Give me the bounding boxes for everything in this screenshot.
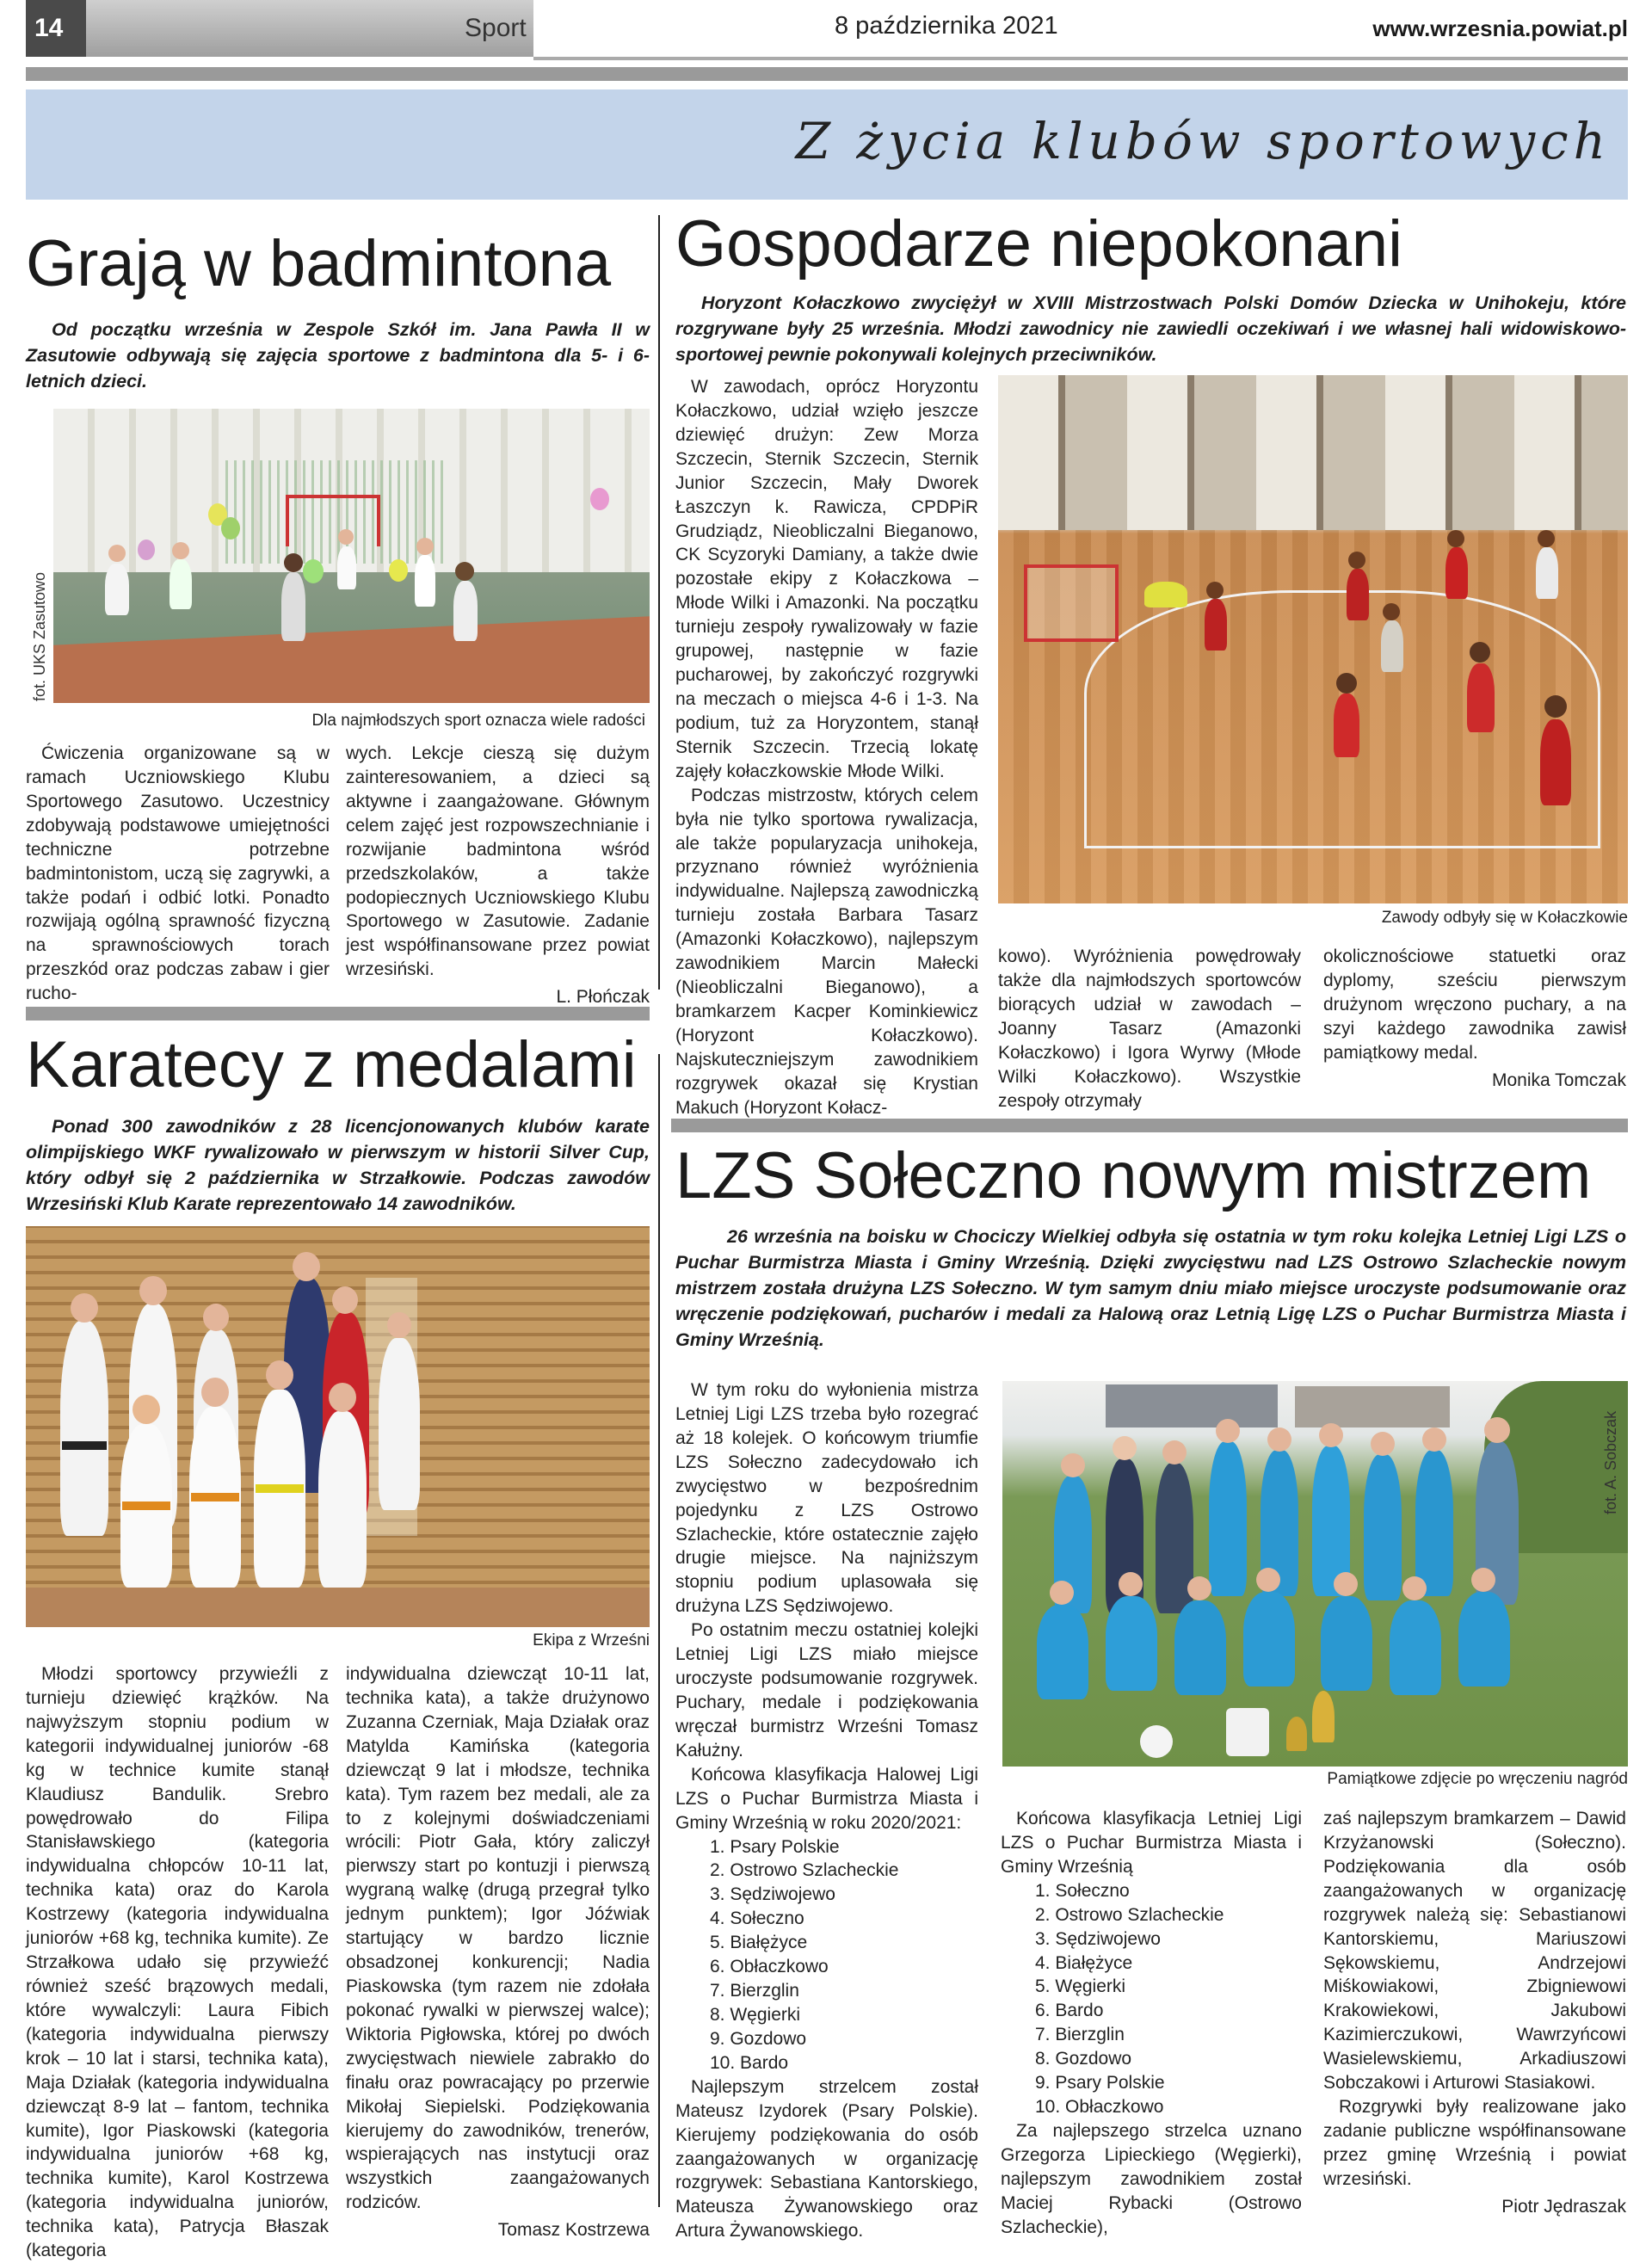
issue-date: 8 października 2021 xyxy=(835,12,1058,40)
list-item: 5. Białężyce xyxy=(710,1933,808,1953)
badminton-photo xyxy=(53,409,650,703)
list-item: 9. Psary Polskie xyxy=(1035,2073,1165,2093)
list-item: 3. Sędziwojewo xyxy=(1035,1928,1161,1949)
body-text: okolicznościowe statuetki oraz dyplomy, sześciu pierwszym drużynom wręczono puchary, a na szyi każdego zawodnika zawisł pamiątkowy medal. xyxy=(1323,947,1626,1063)
section-banner xyxy=(26,89,1628,200)
list-item: 8. Gozdowo xyxy=(1035,2049,1132,2069)
lead: Od początku września w Zespole Szkół im. Jana Pawła II w Zasutowie odbywają się zajęcia sportowe z badmintona dla 5- i 6-letnich dzieci. xyxy=(26,319,650,392)
lead: Ponad 300 zawodników z 28 licencjonowanych klubów karate olimpijskiego WKF rywalizowało w pierwszym w historii Silver Cup, który odbył się 2 października w Strzałkowie. Podczas zawodów Wrzesiński Klub Karate reprezentowało 14 zawodników. xyxy=(26,1116,650,1215)
list-item: 1. Psary Polskie xyxy=(710,1836,840,1857)
column-divider xyxy=(658,215,660,990)
list-item: 1. Sołeczno xyxy=(1035,1880,1130,1901)
body-column-3 xyxy=(1323,1807,1626,2219)
body-column-2 xyxy=(1001,1807,1302,2240)
author: Monika Tomczak xyxy=(1491,1070,1626,1090)
list-item: 9. Gozdowo xyxy=(710,2028,807,2049)
photo-caption: Pamiątkowe zdjęcie po wręczeniu nagród xyxy=(1327,1770,1628,1788)
column-divider xyxy=(658,1054,660,2207)
summer-league-ranking xyxy=(1001,1879,1302,2119)
karate-team-photo xyxy=(26,1226,650,1627)
section-divider xyxy=(671,1119,1628,1132)
headline: LZS Sołeczno nowym mistrzem xyxy=(675,1139,1592,1212)
list-item: 6. Obłaczkowo xyxy=(710,1957,829,1977)
section-label: Sport xyxy=(86,0,533,57)
hall-league-ranking xyxy=(675,1835,978,2075)
list-item: 5. Węgierki xyxy=(1035,1976,1126,1997)
body-column-2 xyxy=(346,742,650,1009)
site-url[interactable]: www.wrzesnia.powiat.pl xyxy=(1372,15,1628,41)
list-item: 3. Sędziwojewo xyxy=(710,1884,835,1905)
list-item: 10. Obłaczkowo xyxy=(1035,2097,1164,2118)
body-text: indywidualna dziewcząt 10-11 lat, technika kata), a także drużynowo Zuzanna Czerniak, Maja Działak oraz Matylda Kamińska (kategoria dziewcząt 9 lat i młodsze, technika kata). Tym razem bez medali, ale za to z kolejnymi doświadczeniami wrócili: Piotr Gała, który zaliczył pierwszy start po kontuzji i pierwszą wygraną walkę (drugą przegrał tylko jednym punktem); Igor Jóźwiak startujący w bardzo licznie obsadzonej konkurencji; Nadia Piaskowska (tym razem nie zdołała pokonać rywalki w pierwszej walce); Wiktoria Pigłowska, której po dwóch zwycięstwach niewiele zabrakło do finału oraz powracający po przerwie Mikołaj Siepielski. Podziękowania kierujemy do zawodników, trenerów, wspierających nas instytucji oraz wszystkich zaangażowanych rodziców. xyxy=(346,1664,650,2213)
headline: Karatecy z medalami xyxy=(26,1028,637,1101)
paragraph: Rozgrywki były realizowane jako zadanie publiczne współfinansowane przez gminę Wrześnią i powiat wrzesiński. xyxy=(1323,2097,1626,2189)
body-column-1 xyxy=(675,1378,978,2243)
unihokej-photo xyxy=(998,375,1628,903)
lead: 26 września na boisku w Chociczy Wielkiej odbyła się ostatnia w tym roku kolejka Letniej Ligi LZS o Puchar Burmistrza Miasta i Gminy Wrześnią. Dzięki zwycięstwu nad LZS Ostrowo Szlacheckie nowym mistrzem została drużyna LZS Sołeczno. W tym samym dniu miało miejsce uroczyste podsumowanie oraz wręczenie podziękowań, pucharów i medali za Halową oraz Letnią Ligę LZS o Puchar Burmistrza Miasta i Gminy Wrześnią. xyxy=(675,1226,1626,1351)
paragraph: Najlepszym strzelcem został Mateusz Izydorek (Psary Polskie). Kierujemy podziękowania do osób zaangażowanych w organizację rozgrywek: Sebastiana Kantorskiego, Mateusza Żywanowskiego oraz Artura Żywanowskiego. xyxy=(675,2076,978,2241)
list-item: 6. Bardo xyxy=(1035,2001,1104,2021)
paragraph: zaś najlepszym bramkarzem – Dawid Krzyżanowski (Sołeczno). Podziękowania dla osób zaangażowanych w organizację rozgrywek należą się: Sebastianowi Kantorskiemu, Mariuszowi Sękowskiemu, Andrzejowi Miśkowiakowi, Zbigniewowi Krakowiekowi, Jakubowi Kazimierczukowi, Wawrzyńcowi Wasielewskiemu, Arkadiuszowi Sobczakowi i Arturowi Stasiakowi. xyxy=(1323,1809,1626,2093)
list-item: 4. Sołeczno xyxy=(710,1908,804,1929)
lzs-team-photo xyxy=(1002,1381,1628,1767)
body-text: wych. Lekcje cieszą się dużym zainteresowaniem, a dzieci są aktywne i zaangażowane. Głównym celem zajęć jest rozpowszechnianie i rozwijanie badmintona wśród przedszkolaków, a także podopiecznych Uczniowskiego Klubu Sportowego w Zasutowie. Zadanie jest współfinansowane przez powiat wrzesiński. xyxy=(346,743,650,980)
paragraph: Podczas mistrzostw, których celem była nie tylko sportowa rywalizacja, ale także popularyzacja unihokeja, przyznano również wyróżnienia indywidualne. Najlepszą zawodniczką turnieju została Barbara Tasarz (Amazonki Kołaczkowo), najlepszym zawodnikiem Marcin Małecki (Nieobliczalni Bieganowo), a bramkarzem Kacper Kominkiewicz (Horyzont Kołaczkowo). Najskuteczniejszym zawodnikiem rozgrywek okazał się Krystian Makuch (Horyzont Kołacz- xyxy=(675,785,978,1118)
list-item: 4. Białężyce xyxy=(1035,1952,1133,1973)
photo-credit: fot. A. Sobczak xyxy=(1602,1410,1619,1514)
body-column-1: Młodzi sportowcy przywieźli z turnieju dziewięć krążków. Na najwyższym stopniu podium w kategorii indywidualnej juniorów -68 kg w technice kumite stanął Klaudiusz Bandulik. Srebro powędrowało do Filipa Stanisławskiego (kategoria indywidualna chłopców 10-11 lat, technika kata) oraz do Karola Kostrzewy (kategoria indywidualna juniorów +68 kg, technika kumite). Ze Strzałkowa udało się przywieźć również sześć brązowych medali, które wywalczyli: Laura Fibich (kategoria indywidualna pierwszy krok – 10 lat i starsi, technika kata), Maja Działak (kategoria indywidualna dziewcząt 8-9 lat – fantom, technika kumite), Igor Piaskowski (kategoria indywidualna juniorów +68 kg, technika kumite), Karol Kostrzewa (kategoria indywidualna juniorów, technika kata), Patrycja Błaszak (kategoria xyxy=(26,1664,329,2261)
body-column-1 xyxy=(675,375,978,1120)
lead: Horyzont Kołaczkowo zwyciężył w XVIII Mistrzostwach Polski Domów Dziecka w Unihokeju, które rozgrywane były 25 września. Młodzi zawodnicy nie zawiedli oczekiwań i we własnej hali widowiskowo-sportowej pewnie pokonywali kolejnych przeciwników. xyxy=(675,293,1626,366)
author: Tomasz Kostrzewa xyxy=(497,2220,650,2241)
body-column-3 xyxy=(1323,945,1626,1093)
page-header xyxy=(26,0,1628,59)
paragraph: Za najlepszego strzelca uznano Grzegorza Lipieckiego (Węgierki), najlepszym zawodnikiem został Maciej Rybacki (Ostrowo Szlacheckie), xyxy=(1001,2120,1302,2237)
paragraph: W zawodach, oprócz Horyzontu Kołaczkowo, udział wzięło jeszcze dziewięć drużyn: Zew Morza Szczecin, Sternik Szczecin, Sternik Junior Szczecin, Mały Dworek Łaszczyn k. Rawicza, CPDPiR Grudziądz, Nieobliczalni Bieganowo, CK Scyzoryki Damiany, a także dwie pozostałe ekipy z Kołaczkowa – Młode Wilki i Amazonki. Na początku turnieju zespoły rywalizowały w fazie grupowej, następnie w fazie pucharowej, by zakończyć rozgrywki na meczach o miejsca 4-6 i 1-3. Na podium, tuż za Horyzontem, stanął Sternik Szczecin. Trzecią lokatę zajęły kołaczkowskie Młode Wilki. xyxy=(675,377,978,781)
photo-caption: Zawody odbyły się w Kołaczkowie xyxy=(1381,909,1628,927)
headline: Grają w badmintona xyxy=(26,227,612,300)
list-item: 8. Węgierki xyxy=(710,2004,801,2025)
list-item: 2. Ostrowo Szlacheckie xyxy=(710,1860,899,1881)
paragraph: Końcowa klasyfikacja Letniej Ligi LZS o Puchar Burmistrza Miasta i Gminy Wrześnią xyxy=(1001,1809,1302,1877)
author: L. Płończak xyxy=(556,987,650,1008)
banner-title: Z życia klubów sportowych xyxy=(795,112,1611,170)
list-item: 2. Ostrowo Szlacheckie xyxy=(1035,1904,1224,1925)
paragraph: W tym roku do wyłonienia mistrza Letniej Ligi LZS trzeba było rozegrać aż 18 kolejek. O końcowym triumfie LZS Sołeczno zadecydowało ich zwycięstwo w bezpośrednim pojedynku z LZS Ostrowo Szlacheckie, które ostatecznie zajęło drugie miejsce. Na najniższym stopniu podium uplasowała się drużyna LZS Sędziwojewo. xyxy=(675,1380,978,1617)
header-rule xyxy=(533,57,1628,60)
photo-caption: Dla najmłodszych sport oznacza wiele radości xyxy=(311,712,645,730)
list-item: 7. Bierzglin xyxy=(1035,2025,1125,2045)
photo-caption: Ekipa z Wrześni xyxy=(533,1631,650,1649)
paragraph: Po ostatnim meczu ostatniej kolejki Letniej Ligi LZS miało miejsce uroczyste podsumowanie rozgrywek. Puchary, medale i podziękowania wręczał burmistrz Wrześni Tomasz Kałużny. xyxy=(675,1620,978,1760)
body-column-2: kowo). Wyróżnienia powędrowały także dla najmłodszych sportowców biorących udział w zawodach – Joanny Tasarz (Amazonki Kołaczkowo) i Igora Wyrwy (Młode Wilki Kołaczkowo). Wszystkie zespoły otrzymały xyxy=(998,947,1301,1111)
paragraph: Końcowa klasyfikacja Halowej Ligi LZS o Puchar Burmistrza Miasta i Gminy Wrześnią w roku 2020/2021: xyxy=(675,1764,978,1833)
headline: Gospodarze niepokonani xyxy=(675,207,1403,281)
header-band xyxy=(26,67,1628,81)
body-column-1: Ćwiczenia organizowane są w ramach Uczniowskiego Klubu Sportowego Zasutowo. Uczestnicy zdobywają podstawowe umiejętności techniczne potrzebne badmintonistom, uczą się zagrywki, a także podań i odbić lotki. Ponadto rozwijają ogólną sprawność fizyczną na sprawnościowych torach przeszkód oraz podczas zabaw i gier rucho- xyxy=(26,743,330,1004)
list-item: 7. Bierzglin xyxy=(710,1981,799,2001)
list-item: 10. Bardo xyxy=(710,2052,789,2073)
page-number: 14 xyxy=(26,0,86,57)
body-column-2 xyxy=(346,1662,650,2242)
author: Piotr Jędraszak xyxy=(1501,2196,1626,2217)
photo-credit: fot. UKS Zasutowo xyxy=(31,571,48,701)
